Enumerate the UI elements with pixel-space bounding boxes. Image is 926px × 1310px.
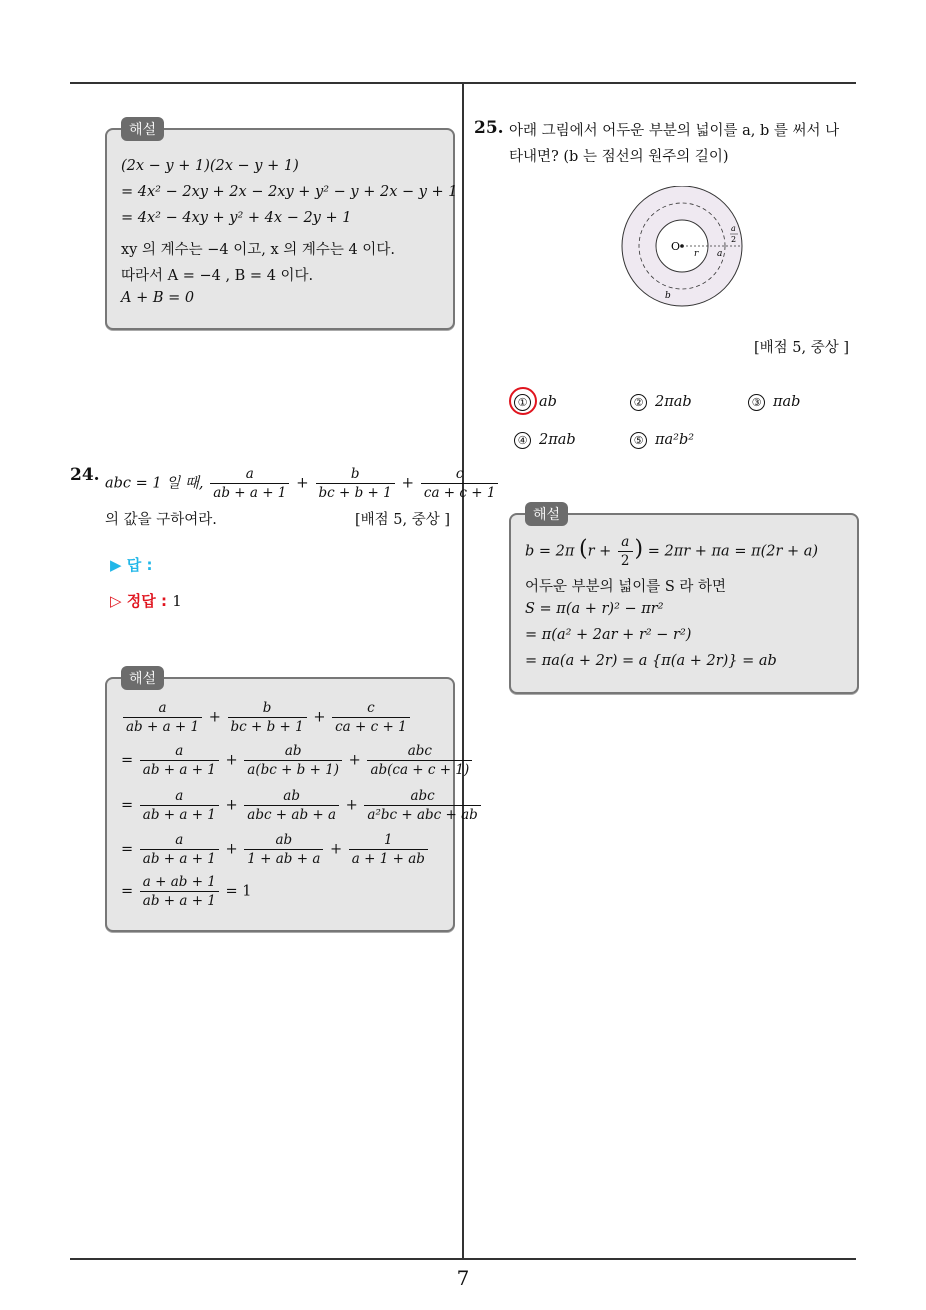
correct-answer [110, 590, 182, 611]
question-25-score: [배점 5, 중상 ] [754, 340, 850, 356]
column-divider [462, 83, 464, 1259]
solution-row-5: = $\frac{a + ab + 1}{ab + a + 1}$ = 1 [121, 874, 252, 909]
question-number-24: 24. [70, 465, 100, 485]
plus-sign: + [296, 473, 309, 492]
plus-sign: + [401, 473, 415, 492]
solution-line: b = 2π (r + $\frac{a}{2}$ ) = 2πr + πa = π(2r + a) [525, 534, 819, 569]
solution-line: = π(a² + 2ar + r² − r²) [525, 627, 692, 643]
question-24-line2: 의 값을 구하여라. [105, 512, 217, 528]
solution-line: = 4x² − 2xy + 2x − 2xy + y² − y + 2x − y + 1 [121, 184, 458, 200]
solution-box-24 [105, 671, 478, 932]
center-label: O [671, 240, 681, 253]
bottom-rule [70, 1258, 856, 1260]
choice-2[interactable]: ② 2πab [630, 394, 692, 411]
circumference-label: b [665, 291, 671, 301]
question-24-lead: abc = 1 일 때, [105, 475, 204, 492]
question-24-stem [105, 465, 500, 502]
solution-row-1: $\frac{a}{ab + a + 1}$ + $\frac{b}{bc + b + 1}$ + $\frac{c}{ca + c + 1}$ [121, 699, 412, 736]
fraction: $\frac{a}{ab + a + 1}$ [210, 465, 289, 502]
solution-row-3: = $\frac{a}{ab + a + 1}$ + $\frac{ab}{\text{abc + ab + a}}$ + $\frac{\text{abc}}{\text{a²bc + abc + ab}}$ [121, 787, 483, 824]
half-width-den: 2 [731, 235, 737, 244]
solution-tag: 해설 [525, 502, 568, 526]
solution-tag: 해설 [121, 117, 164, 141]
solution-line: = 4x² − 4xy + y² + 4x − 2y + 1 [121, 210, 352, 226]
radius-label: r [694, 249, 699, 259]
solution-line: 어두운 부분의 넓이를 S 라 하면 [525, 579, 727, 595]
annulus-figure [620, 186, 750, 310]
solution-box-25 [509, 507, 859, 694]
question-number-25: 25. [474, 118, 504, 138]
fraction: $\frac{c}{ca + c + 1}$ [421, 465, 499, 502]
answer-label: ▶ 답 : [110, 556, 153, 574]
width-label: a [717, 249, 723, 259]
fraction: $\frac{b}{bc + b + 1}$ [316, 465, 395, 502]
solution-line: 따라서 A = −4 , B = 4 이다. [121, 268, 314, 284]
solution-row-2: = $\frac{a}{ab + a + 1}$ + $\frac{ab}{a(bc + b + 1)}$ + $\frac{\text{abc}}{ab(ca + c + 1)}$ [121, 742, 474, 779]
question-24-score: [배점 5, 중상 ] [355, 512, 451, 528]
solution-line: S = π(a + r)² − πr² [525, 601, 664, 617]
choice-3[interactable]: ③ πab [748, 394, 800, 411]
choice-1[interactable]: ① ab [514, 394, 557, 411]
correct-answer-value: 1 [172, 592, 182, 610]
solution-line: (2x − y + 1)(2x − y + 1) [121, 158, 299, 174]
solution-tag: 해설 [121, 666, 164, 690]
solution-row-4: = $\frac{a}{ab + a + 1}$ + $\frac{ab}{1 + ab + a}$ + $\frac{1}{a + 1 + ab}$ [121, 831, 430, 868]
solution-line: = πa(a + 2r) = a {π(a + 2r)} = ab [525, 653, 777, 669]
solution-line: xy 의 계수는 −4 이고, x 의 계수는 4 이다. [121, 242, 395, 258]
choice-4[interactable]: ④ 2πab [514, 432, 576, 449]
solution-line: A + B = 0 [121, 290, 195, 306]
half-width-num: a [731, 224, 736, 233]
correct-answer-label: ▷ 정답 : [110, 592, 167, 610]
solution-box-23 [105, 122, 458, 330]
page-number: 7 [456, 1266, 470, 1290]
choice-5[interactable]: ⑤ πa²b² [630, 432, 694, 449]
question-25-line1: 아래 그림에서 어두운 부분의 넓이를 a, b 를 써서 나 [509, 123, 840, 139]
question-25-line2: 타내면? (b 는 점선의 원주의 길이) [509, 149, 729, 165]
